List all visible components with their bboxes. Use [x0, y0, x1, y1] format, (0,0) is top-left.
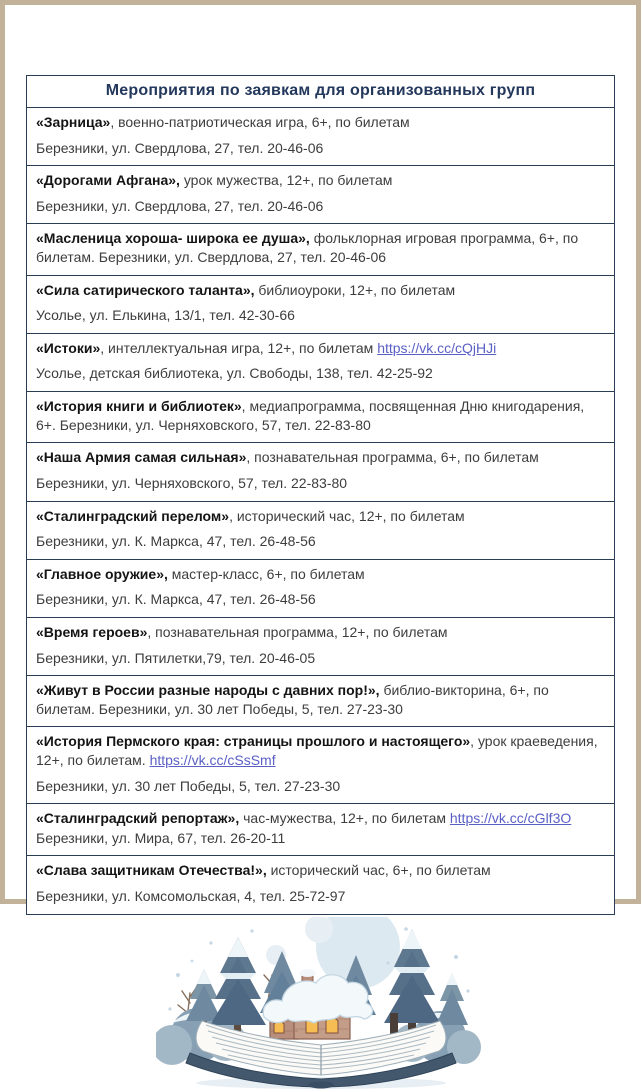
event-text: [36, 887, 605, 906]
event-text: [36, 590, 605, 609]
event-text: [36, 171, 605, 190]
event-desc: час-мужества, 12+, по билетам: [239, 810, 450, 827]
event-desc: Березники, ул. 30 лет Победы, 5, тел. 27-23-30: [36, 777, 341, 794]
event-text: [36, 623, 605, 642]
event-row: [27, 559, 614, 617]
event-desc: Березники, ул. Комсомольская, 4, тел. 25-72-97: [36, 888, 346, 905]
event-title: «Наша Армия самая сильная»: [36, 449, 247, 466]
event-text: [36, 507, 605, 526]
event-title: «История Пермского края: страницы прошлого и настоящего»: [36, 733, 471, 750]
event-text: [36, 448, 605, 467]
event-title: «Истоки»: [36, 339, 101, 356]
event-text: [36, 829, 605, 848]
event-title: «Дорогами Афгана»,: [36, 172, 180, 189]
event-row: [27, 617, 614, 675]
event-text: [36, 777, 605, 796]
event-title: «Сталинградский репортаж»,: [36, 810, 240, 827]
event-desc: , исторический час, 12+, по билетам: [229, 507, 465, 524]
event-desc: фольклорная игровая программа, 6+, по билетам. Березники, ул. Свердлова, 27, тел. 20-46-06: [36, 230, 579, 266]
event-text: [36, 139, 605, 158]
event-row: [27, 107, 614, 165]
event-desc: исторический час, 6+, по билетам: [266, 862, 491, 879]
event-text: [36, 364, 605, 383]
illustration-container: [5, 917, 636, 1089]
events-table: [26, 75, 615, 915]
event-text: [36, 649, 605, 668]
event-text: [36, 532, 605, 551]
event-text: [36, 474, 605, 493]
event-desc: Березники, ул. К. Маркса, 47, тел. 26-48-56: [36, 591, 316, 608]
event-desc: библиоуроки, 12+, по билетам: [254, 281, 456, 298]
vk-link[interactable]: https://vk.cc/cGlf3O: [449, 810, 572, 827]
event-text: [36, 732, 605, 769]
event-text: [36, 339, 605, 358]
vk-link[interactable]: https://vk.cc/cQjHJi: [377, 339, 497, 356]
event-row: [27, 803, 614, 855]
event-desc: , урок краеведения, 12+, по билетам.: [36, 733, 598, 769]
event-desc: Усолье, детская библиотека, ул. Свободы, 138, тел. 42-25-92: [36, 365, 433, 382]
event-text: [36, 681, 605, 718]
event-text: [36, 397, 605, 434]
event-desc: мастер-класс, 6+, по билетам: [167, 565, 365, 582]
event-title: «Время героев»: [36, 623, 148, 640]
table-title: Мероприятия по заявкам для организованных групп: [105, 82, 536, 99]
event-title: «Живут в России разные народы с давних пор!»,: [36, 682, 380, 699]
event-desc: , медиапрограмма, посвященная Дню книгодарения, 6+. Березники, ул. Черняховского, 57, тел. 22-83-80: [36, 398, 585, 433]
event-title: «Сталинградский перелом»: [36, 507, 230, 524]
event-title: «История книги и библиотек»: [36, 398, 242, 415]
event-text: [36, 281, 605, 300]
event-text: [36, 861, 605, 880]
event-row: [27, 442, 614, 500]
event-text: [36, 306, 605, 325]
event-row: [27, 391, 614, 442]
event-text: [36, 113, 605, 132]
event-title: «Главное оружие»,: [36, 565, 168, 582]
event-desc: , интеллектуальная игра, 12+, по билетам: [100, 339, 378, 356]
event-desc: библио-викторина, 6+, по билетам. Березники, ул. 30 лет Победы, 5, тел. 27-23-30: [36, 682, 549, 717]
event-row: [27, 726, 614, 803]
event-desc: Березники, ул. Мира, 67, тел. 26-20-11: [36, 829, 286, 846]
event-row: [27, 333, 614, 391]
event-text: [36, 565, 605, 584]
event-desc: Березники, ул. К. Маркса, 47, тел. 26-48-56: [36, 533, 316, 550]
event-desc: Усолье, ул. Елькина, 13/1, тел. 42-30-66: [36, 307, 295, 324]
event-row: [27, 223, 614, 274]
event-desc: Березники, ул. Черняховского, 57, тел. 22-83-80: [36, 474, 348, 491]
event-desc: Березники, ул. Свердлова, 27, тел. 20-46-06: [36, 139, 324, 156]
event-row: [27, 501, 614, 559]
winter-book-illustration: [156, 917, 486, 1089]
event-title: «Сила сатирического таланта»,: [36, 281, 255, 298]
event-desc: урок мужества, 12+, по билетам: [179, 172, 393, 189]
event-text: [36, 229, 605, 266]
event-desc: , военно-патриотическая игра, 6+, по билетам: [110, 114, 410, 130]
event-text: [36, 197, 605, 216]
event-title: «Слава защитникам Отечества!»,: [36, 862, 267, 879]
event-row: [27, 275, 614, 333]
event-title: «Зарница»: [36, 114, 111, 130]
events-table-body: [27, 107, 614, 914]
event-row: [27, 855, 614, 913]
event-desc: Березники, ул. Свердлова, 27, тел. 20-46-06: [36, 197, 324, 214]
event-title: «Масленица хороша- широка ее душа»,: [36, 230, 310, 247]
event-desc: , познавательная программа, 12+, по билетам: [147, 623, 448, 640]
event-text: [36, 809, 605, 828]
event-desc: Березники, ул. Пятилетки,79, тел. 20-46-05: [36, 649, 316, 666]
event-row: [27, 675, 614, 726]
event-desc: , познавательная программа, 6+, по билетам: [246, 449, 539, 466]
event-row: [27, 165, 614, 223]
vk-link[interactable]: https://vk.cc/cSsSmf: [149, 752, 276, 769]
